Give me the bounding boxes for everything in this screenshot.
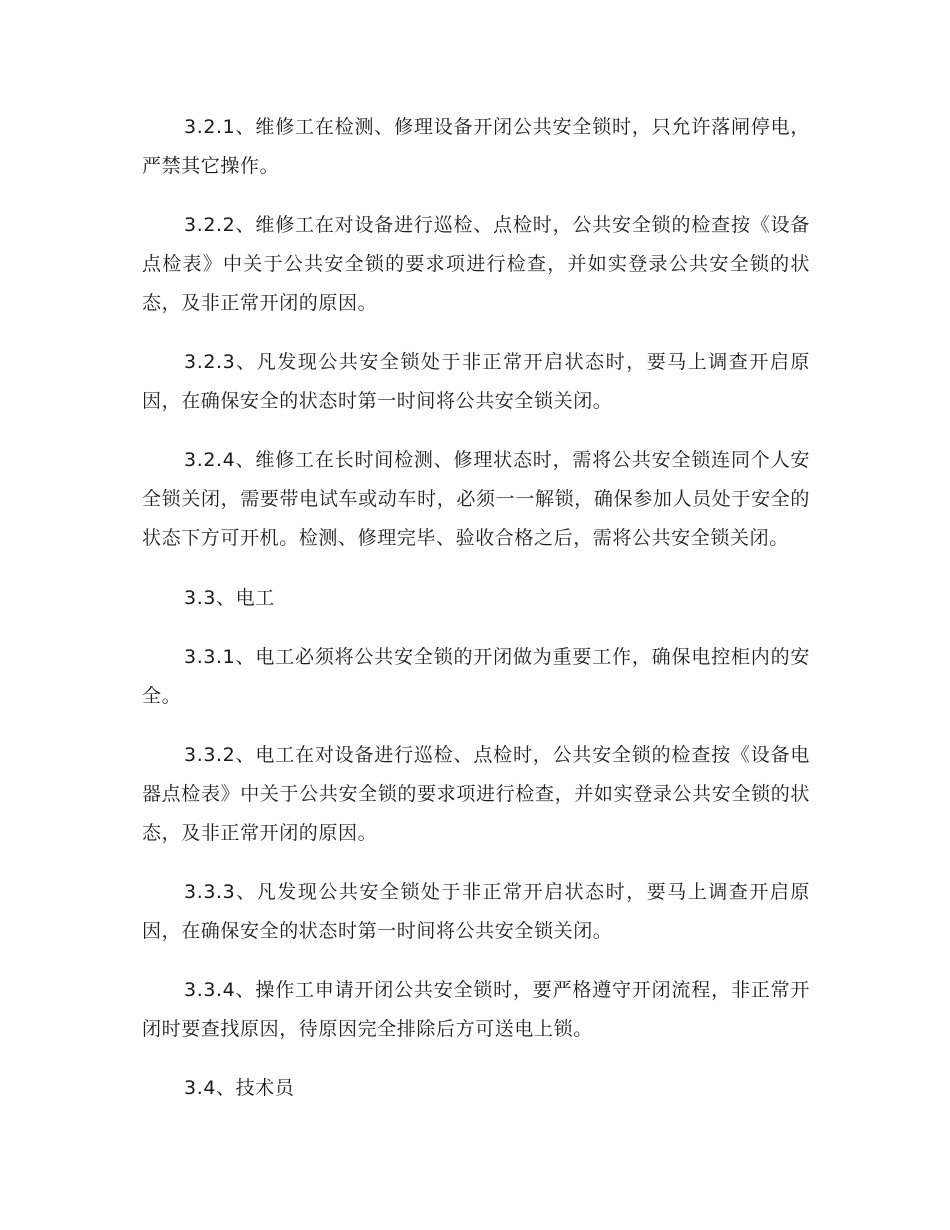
paragraph-3-2-2: 3.2.2、维修工在对设备进行巡检、点检时，公共安全锁的检查按《设备点检表》中关于公共安全锁的要求项进行检查，并如实登录公共安全锁的状态，及非正常开闭的原因。 — [142, 214, 810, 314]
paragraph-3-2-3: 3.2.3、凡发现公共安全锁处于非正常开启状态时，要马上调查开启原因，在确保安全的状态时第一时间将公共安全锁关闭。 — [142, 351, 810, 412]
section-heading-3-4: 3.4、技术员 — [184, 1077, 295, 1099]
paragraph-3-3-1: 3.3.1、电工必须将公共安全锁的开闭做为重要工作，确保电控柜内的安全。 — [142, 646, 810, 707]
paragraph-3-3-2: 3.3.2、电工在对设备进行巡检、点检时，公共安全锁的检查按《设备电器点检表》中关于公共安全锁的要求项进行检查，并如实登录公共安全锁的状态，及非正常开闭的原因。 — [142, 744, 810, 844]
section-heading-3-3: 3.3、电工 — [184, 587, 275, 609]
paragraph-3-2-1: 3.2.1、维修工在检测、修理设备开闭公共安全锁时，只允许落闸停电，严禁其它操作。 — [142, 116, 810, 177]
paragraph-3-3-3: 3.3.3、凡发现公共安全锁处于非正常开启状态时，要马上调查开启原因，在确保安全的状态时第一时间将公共安全锁关闭。 — [142, 881, 810, 942]
document-body — [142, 108, 810, 1108]
paragraph-3-3-4: 3.3.4、操作工申请开闭公共安全锁时，要严格遵守开闭流程，非正常开闭时要查找原因，待原因完全排除后方可送电上锁。 — [142, 979, 810, 1040]
paragraph-3-2-4: 3.2.4、维修工在长时间检测、修理状态时，需将公共安全锁连同个人安全锁关闭，需要带电试车或动车时，必须一一解锁，确保参加人员处于安全的状态下方可开机。检测、修理完毕、验收合格之后，需将公共安全锁关闭。 — [142, 449, 810, 549]
